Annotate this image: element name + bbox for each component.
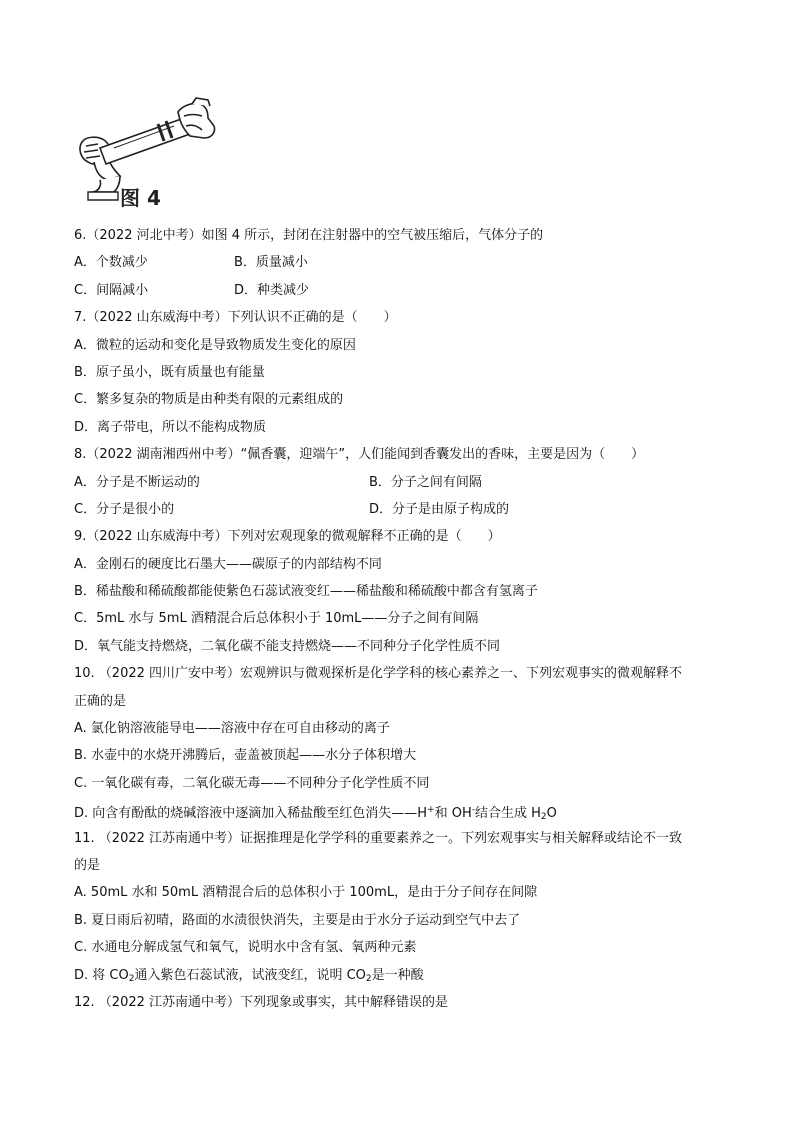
q8-stem: 8.（2022 湖南湘西州中考）“佩香囊，迎端午”，人们能闻到香囊发出的香味，主要是因为（ ） <box>74 447 645 463</box>
q10-option-d-mid: 和 OH <box>434 806 472 822</box>
q11-option-d <box>74 962 724 989</box>
q11-option-d-mid: 通入紫色石蕊试液，试液变红，说明 CO <box>134 967 366 983</box>
q10-stem-line1: 10. （2022 四川广安中考）宏观辨识与微观探析是化学学科的核心素养之一、下列宏观事实的微观解释不 <box>74 666 683 682</box>
q8-options-cd <box>74 496 724 523</box>
q10-option-d-sup-minus: - <box>471 805 475 816</box>
q9-option-d: D．氧气能支持燃烧，二氧化碳不能支持燃烧——不同种分子化学性质不同 <box>74 638 501 654</box>
q7-option-a: A．微粒的运动和变化是导致物质发生变化的原因 <box>74 337 356 353</box>
q7-option-d: D．离子带电，所以不能构成物质 <box>74 419 267 435</box>
q7-option-b: B．原子虽小，既有质量也有能量 <box>74 364 265 380</box>
questions <box>74 222 724 1016</box>
q10-option-d-sub: 2 <box>540 812 547 823</box>
q11-option-d-text: D. 将 CO <box>74 967 129 983</box>
q10-option-b: B. 水壶中的水烧开沸腾后，壶盖被顶起——水分子体积增大 <box>74 748 417 764</box>
q9-option-a: A．金刚石的硬度比石墨大——碳原子的内部结构不同 <box>74 556 382 572</box>
q11-option-d-sub1: 2 <box>128 973 135 984</box>
q11-option-d-sub2: 2 <box>365 973 372 984</box>
q10-option-d <box>74 797 724 824</box>
syringe-barrel <box>100 118 190 164</box>
q11-option-d-end: 是一种酸 <box>371 967 424 983</box>
q10-option-c: C. 一氧化碳有毒，二氧化碳无毒——不同种分子化学性质不同 <box>74 775 430 791</box>
q11-option-c: C. 水通电分解成氢气和氧气，说明水中含有氢、氧两种元素 <box>74 940 417 956</box>
q8-option-d: D．分子是由原子构成的 <box>369 501 510 517</box>
q10-option-d-text: D. 向含有酚酞的烧碱溶液中逐滴加入稀盐酸至红色消失——H <box>74 806 428 822</box>
q8-option-a: A．分子是不断运动的 <box>74 474 200 490</box>
q8-options-ab <box>74 469 724 496</box>
q9-option-c: C．5mL 水与 5mL 酒精混合后总体积小于 10mL——分子之间有间隔 <box>74 611 479 627</box>
q10-option-d-sup-plus: + <box>427 805 435 816</box>
q9-option-b: B．稀盐酸和稀硫酸都能使紫色石蕊试液变红——稀盐酸和稀硫酸中都含有氢离子 <box>74 584 538 600</box>
q12-stem: 12. （2022 江苏南通中考）下列现象或事实，其中解释错误的是 <box>74 994 449 1010</box>
q10-stem-line2: 正确的是 <box>74 693 127 709</box>
q6-option-a: A．个数减少 <box>74 255 148 271</box>
q6-stem: 6.（2022 河北中考）如图 4 所示，封闭在注射器中的空气被压缩后，气体分子的 <box>74 228 544 243</box>
q8-option-b: B．分子之间有间隔 <box>369 474 482 490</box>
q9-stem: 9.（2022 山东威海中考）下列对宏观现象的微观解释不正确的是（ ） <box>74 529 501 545</box>
q10-option-d-end: O <box>546 806 557 822</box>
q11-option-a: A. 50mL 水和 50mL 酒精混合后的总体积小于 100mL，是由于分子间存在间隙 <box>74 885 538 901</box>
q11-stem-line1: 11. （2022 江苏南通中考）证据推理是化学学科的重要素养之一。下列宏观事实与相关解释或结论不一致 <box>74 830 683 846</box>
q11-option-b: B. 夏日雨后初晴，路面的水渍很快消失，主要是由于水分子运动到空气中去了 <box>74 912 521 928</box>
q10-option-d-mid2: 结合生成 H <box>475 806 541 822</box>
figure-caption: 图 4 <box>120 186 161 210</box>
q6-options-ab <box>74 249 724 276</box>
q11-stem-line2: 的是 <box>74 857 101 873</box>
q6-option-d: D．种类减少 <box>234 282 310 298</box>
q7-stem: 7.（2022 山东威海中考）下列认识不正确的是（ ） <box>74 310 397 326</box>
q6-options-cd <box>74 277 724 304</box>
q6-option-c: C．间隔减小 <box>74 282 149 298</box>
q8-option-c: C．分子是很小的 <box>74 501 175 517</box>
q10-option-a: A. 氯化钠溶液能导电——溶液中存在可自由移动的离子 <box>74 721 390 737</box>
q7-option-c: C．繁多复杂的物质是由种类有限的元素组成的 <box>74 392 344 408</box>
q6-option-b: B．质量减小 <box>234 255 308 271</box>
